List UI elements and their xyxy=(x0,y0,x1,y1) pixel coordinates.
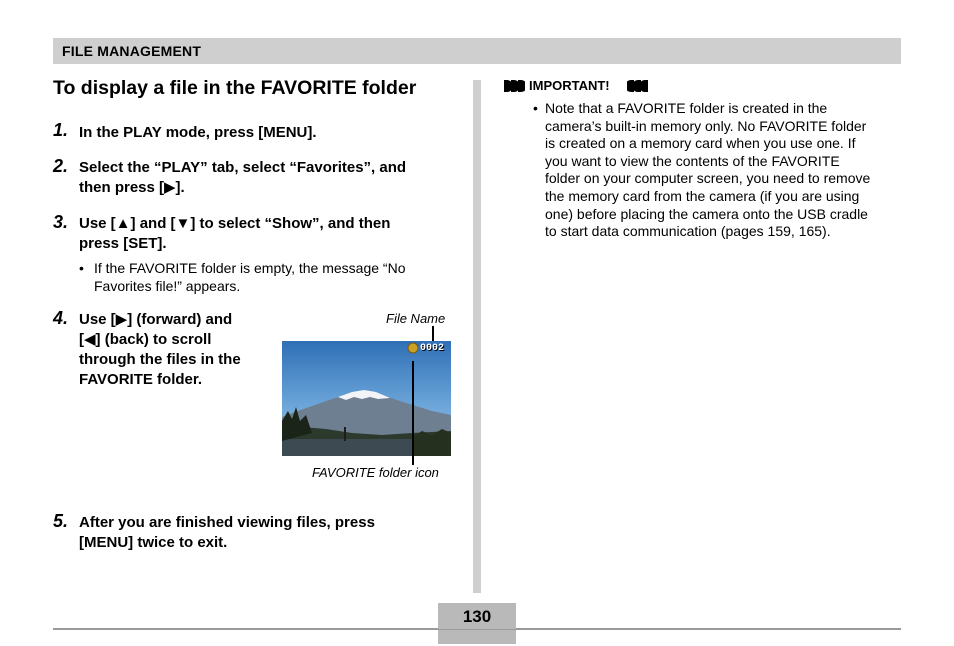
important-line: Note that a FAVORITE folder is created in the xyxy=(545,100,828,116)
step-5-line: [MENU] twice to exit. xyxy=(79,534,228,551)
bullet-dot: • xyxy=(533,100,538,116)
important-line: to start data communication (pages 159, 165). xyxy=(545,223,831,240)
step-4-line: [◀] (back) to scroll xyxy=(79,331,212,348)
file-number-overlay: 0002 xyxy=(420,343,445,354)
favorite-folder-icon-caption: FAVORITE folder icon xyxy=(312,465,439,480)
step-3-line: press [SET]. xyxy=(79,235,167,252)
important-line: the memory card from the camera (if you are using xyxy=(545,187,860,204)
mount-fuji-photo xyxy=(282,341,451,456)
step-4-line: FAVORITE folder. xyxy=(79,371,203,388)
page-number: 130 xyxy=(438,603,516,629)
step-3-bullet-line: Favorites file!” appears. xyxy=(94,277,241,294)
step-4-number: 4. xyxy=(53,308,69,328)
step-3-text xyxy=(79,214,469,254)
step-1-number: 1. xyxy=(53,120,69,140)
step-5-number: 5. xyxy=(53,511,69,531)
important-line: you want to view the contents of the FAVORITE xyxy=(545,152,840,169)
step-3-number: 3. xyxy=(53,212,69,232)
important-line: camera’s built-in memory only. No FAVORITE folder xyxy=(545,117,867,134)
important-line: folder on your computer screen, you need to remove xyxy=(545,170,871,187)
step-3-bullet-line: If the FAVORITE folder is empty, the message “No xyxy=(94,260,406,276)
step-1-text xyxy=(79,123,469,143)
column-divider xyxy=(473,80,481,593)
page-title: To display a file in the FAVORITE folder xyxy=(53,77,417,99)
favorite-icon-leader-line xyxy=(412,361,414,465)
landscape-image xyxy=(282,341,451,456)
important-left-marker-icon xyxy=(503,79,525,93)
step-2-line: then press [▶]. xyxy=(79,179,185,196)
important-text xyxy=(545,100,905,241)
bullet-dot: • xyxy=(79,260,84,276)
page-number-tab xyxy=(438,630,516,644)
step-4-line: through the files in the xyxy=(79,351,241,368)
file-name-caption: File Name xyxy=(386,311,446,326)
important-right-marker-icon xyxy=(627,79,649,93)
step-2-number: 2. xyxy=(53,156,69,176)
step-3-line: Use [▲] and [▼] to select “Show”, and then xyxy=(79,215,391,232)
step-5-line: After you are finished viewing files, press xyxy=(79,514,375,531)
step-4-line: Use [▶] (forward) and xyxy=(79,311,233,328)
step-1-line: In the PLAY mode, press [MENU]. xyxy=(79,124,317,141)
important-line: is created on a memory card when you use one. If xyxy=(545,135,856,152)
step-2-text xyxy=(79,158,469,198)
step-4-text xyxy=(79,310,274,390)
important-line: one) before placing the camera onto the USB cradle xyxy=(545,205,868,222)
step-3-bullet-text xyxy=(94,260,444,295)
step-5-text xyxy=(79,513,469,553)
step-2-line: Select the “PLAY” tab, select “Favorites”, and xyxy=(79,159,407,176)
section-header-label: FILE MANAGEMENT xyxy=(62,43,202,59)
section-header-bar xyxy=(53,38,901,64)
important-label: IMPORTANT! xyxy=(529,78,610,93)
